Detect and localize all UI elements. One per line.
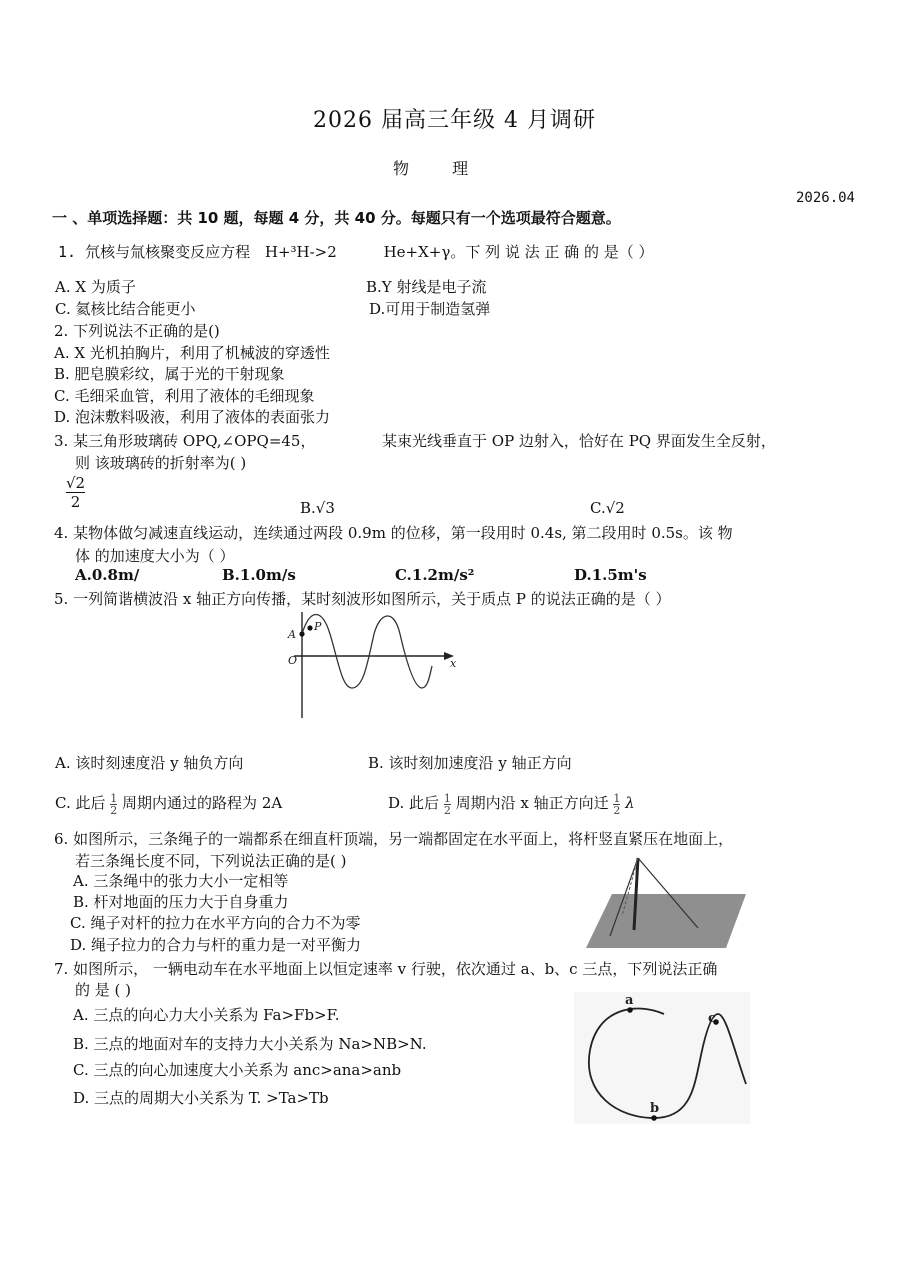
q7-label-a: a xyxy=(625,993,634,1008)
q2-option-d: D. 泡沫敷料吸液，利用了液体的表面张力 xyxy=(54,408,331,426)
q7-option-d: D. 三点的周期大小关系为 T. >Ta>Tb xyxy=(73,1089,329,1107)
q5-option-a: A. 该时刻速度沿 y 轴负方向 xyxy=(55,754,244,772)
q7-figure-background xyxy=(574,992,750,1124)
q6-option-b: B. 杆对地面的压力大于自身重力 xyxy=(73,893,289,911)
section-heading: 一 、单项选择题：共 10 题，每题 4 分，共 40 分。每题只有一个选项最符合题意。 xyxy=(52,209,621,227)
q7-stem-a: 7. 如图所示， 一辆电动车在水平地面上以恒定速率 v 行驶，依次通过 a、b、c 三点，下列说法正确 xyxy=(54,960,718,978)
q3-stem-a: 3. 某三角形玻璃砖 OPQ,∠OPQ=45， xyxy=(54,432,316,450)
q5-wave-figure xyxy=(282,608,462,720)
q5-option-d-frac2-num: 1 xyxy=(613,791,621,805)
q7-label-b: b xyxy=(650,1101,660,1116)
q2-option-b: B. 肥皂膜彩纹，属于光的干射现象 xyxy=(54,365,285,383)
q2-option-a: A. X 光机拍胸片，利用了机械波的穿透性 xyxy=(54,344,330,362)
q5-option-b: B. 该时刻加速度沿 y 轴正方向 xyxy=(368,754,572,772)
q1-equation-left: H+³H->2 xyxy=(264,243,337,261)
q4-option-c: C.1.2m/s² xyxy=(395,566,475,584)
q1-option-a: A. X 为质子 xyxy=(55,278,136,296)
q7-option-a: A. 三点的向心力大小关系为 Fa>Fb>F. xyxy=(73,1006,340,1024)
q6-stem-b: 若三条绳长度不同，下列说法正确的是( ) xyxy=(75,852,347,870)
q6-stem-a: 6. 如图所示，三条绳子的一端都系在细直杆顶端，另一端都固定在水平面上，将杆竖直紧压在地面上， xyxy=(54,830,734,848)
q4-stem-b: 体 的加速度大小为（ ） xyxy=(75,547,235,565)
q5-wave-curve xyxy=(302,615,432,689)
q5-option-c-frac-num: 1 xyxy=(110,791,118,805)
q3-option-a-fraction xyxy=(66,474,85,511)
q2-stem: 2. 下列说法不正确的是() xyxy=(54,322,220,340)
q1-option-b: B.Y 射线是电子流 xyxy=(366,278,487,296)
exam-title: 2026 届高三年级 4 月调研 xyxy=(313,108,596,133)
q4-option-b: B.1.0m/s xyxy=(222,566,296,584)
q4-option-d: D.1.5m's xyxy=(574,566,647,584)
q5-label-p: P xyxy=(314,620,322,633)
q3-option-a-numerator: √2 xyxy=(66,474,86,492)
q4-stem-a: 4. 某物体做匀减速直线运动，连续通过两段 0.9m 的位移，第一段用时 0.4s, 第二段用时 0.5s。该 物 xyxy=(54,524,733,542)
q5-option-c-prefix: C. 此后 xyxy=(55,794,106,812)
q5-option-c-fraction xyxy=(110,793,117,816)
q3-option-b: B.√3 xyxy=(300,499,335,517)
q4-option-a: A.0.8m/ xyxy=(75,566,140,584)
q1-stem xyxy=(58,241,653,262)
q5-option-d xyxy=(388,792,635,816)
q6-option-d: D. 绳子拉力的合力与杆的重力是一对平衡力 xyxy=(70,936,362,954)
q7-option-c: C. 三点的向心加速度大小关系为 anc>ana>anb xyxy=(73,1061,402,1079)
q5-option-c-suffix: 周期内通过的路程为 2A xyxy=(122,794,283,812)
q3-stem-c: 则 该玻璃砖的折射率为( ) xyxy=(75,454,247,472)
subject-label: 物 理 xyxy=(393,159,469,178)
q3-stem-b: 某束光线垂直于 OP 边射入，恰好在 PQ 界面发生全反射， xyxy=(382,432,776,450)
q5-option-d-suffix: 周期内沿 x 轴正方向迁 xyxy=(455,794,609,812)
q6-ground-plane xyxy=(586,894,746,948)
q6-option-a: A. 三条绳中的张力大小一定相等 xyxy=(73,872,289,890)
q5-point-p xyxy=(307,625,312,630)
q7-point-b xyxy=(651,1115,657,1121)
q5-point-a xyxy=(299,631,304,636)
q5-stem: 5. 一列简谐横波沿 x 轴正方向传播，某时刻波形如图所示，关于质点 P 的说法正确的是（ ） xyxy=(54,590,671,608)
q2-option-c: C. 毛细采血管，利用了液体的毛细现象 xyxy=(54,387,315,405)
q5-option-d-frac-num: 1 xyxy=(443,791,451,805)
q1-stem-text: 1. 氘核与氚核聚变反应方程 xyxy=(58,243,251,261)
q7-option-b: B. 三点的地面对车的支持力大小关系为 Na>NB>N. xyxy=(73,1035,427,1053)
q6-option-c: C. 绳子对杆的拉力在水平方向的合力不为零 xyxy=(70,914,361,932)
q7-track-figure xyxy=(574,992,750,1124)
exam-date: 2026.04 xyxy=(795,190,855,206)
q5-option-c-frac-den: 2 xyxy=(110,803,118,817)
q5-option-c xyxy=(55,792,282,816)
q7-label-c: c xyxy=(708,1011,716,1026)
q5-option-d-prefix: D. 此后 xyxy=(388,794,440,812)
q5-option-d-fraction-2 xyxy=(613,793,620,816)
q1-option-d: D.可用于制造氢弹 xyxy=(369,300,491,318)
q5-option-d-fraction xyxy=(444,793,451,816)
q1-equation-right: He+X+γ。下 列 说 法 正 确 的 是（ ） xyxy=(383,243,654,261)
q3-option-c: C.√2 xyxy=(590,499,625,517)
q5-option-d-lambda: λ xyxy=(625,794,635,812)
q3-option-a-denominator: 2 xyxy=(66,492,85,511)
q7-point-a xyxy=(627,1007,633,1013)
q5-label-o: O xyxy=(288,654,298,667)
q5-option-d-frac2-den: 2 xyxy=(613,803,621,817)
q5-option-d-frac-den: 2 xyxy=(443,803,451,817)
q5-label-x: x xyxy=(450,657,457,670)
q5-label-a: A xyxy=(288,628,296,641)
q1-option-c: C. 氦核比结合能更小 xyxy=(55,300,196,318)
q6-pole-figure xyxy=(586,856,746,950)
q7-stem-b: 的 是 ( ) xyxy=(75,981,132,999)
